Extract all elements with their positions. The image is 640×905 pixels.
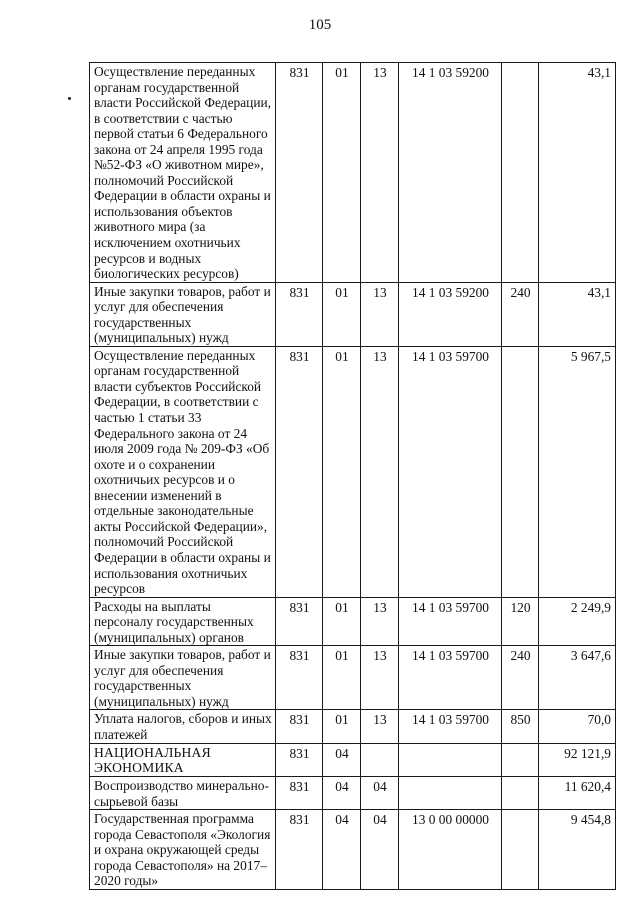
section-code: 04 [323, 743, 361, 777]
section-code: 01 [323, 63, 361, 283]
subsection-code: 13 [361, 346, 399, 597]
ministry-code: 831 [276, 743, 323, 777]
budget-table [89, 62, 616, 890]
amount: 43,1 [539, 63, 616, 283]
amount: 43,1 [539, 282, 616, 346]
table-row [90, 710, 616, 743]
ministry-code: 831 [276, 597, 323, 646]
row-name: Государственная программа города Севастополя «Экология и охрана окружающей среды города Севастополя» на 2017–2020 годы» [90, 810, 276, 890]
table-row [90, 282, 616, 346]
subsection-code: 13 [361, 710, 399, 743]
amount: 9 454,8 [539, 810, 616, 890]
margin-mark [68, 97, 71, 100]
ministry-code: 831 [276, 646, 323, 710]
section-code: 01 [323, 646, 361, 710]
expense-type: 850 [502, 710, 539, 743]
table-row [90, 810, 616, 890]
ministry-code: 831 [276, 810, 323, 890]
row-name: Иные закупки товаров, работ и услуг для обеспечения государственных (муниципальных) нужд [90, 646, 276, 710]
ministry-code: 831 [276, 710, 323, 743]
expense-type: 120 [502, 597, 539, 646]
table-row [90, 777, 616, 810]
amount: 2 249,9 [539, 597, 616, 646]
subsection-code: 13 [361, 597, 399, 646]
table-row [90, 346, 616, 597]
subsection-code: 04 [361, 810, 399, 890]
target-article: 14 1 03 59200 [399, 282, 502, 346]
table-row [90, 743, 616, 777]
target-article: 14 1 03 59200 [399, 63, 502, 283]
subsection-code [361, 743, 399, 777]
amount: 70,0 [539, 710, 616, 743]
section-code: 01 [323, 282, 361, 346]
row-name: Осуществление переданных органам государственной власти Российской Федерации, в соответствии с частью первой статьи 6 Федерального закона от 24 апреля 1995 года №52-ФЗ «О животном мире», полномочий Российской Федерации в области охраны и использования объектов животного мира (за исключением охотничьих ресурсов и водных биологических ресурсов) [90, 63, 276, 283]
expense-type: 240 [502, 282, 539, 346]
section-code: 01 [323, 346, 361, 597]
ministry-code: 831 [276, 282, 323, 346]
section-code: 04 [323, 777, 361, 810]
table-row [90, 597, 616, 646]
target-article: 14 1 03 59700 [399, 646, 502, 710]
subsection-code: 13 [361, 646, 399, 710]
subsection-code: 13 [361, 282, 399, 346]
row-name: Уплата налогов, сборов и иных платежей [90, 710, 276, 743]
row-name: Расходы на выплаты персоналу государственных (муниципальных) органов [90, 597, 276, 646]
target-article: 14 1 03 59700 [399, 597, 502, 646]
expense-type [502, 63, 539, 283]
ministry-code: 831 [276, 777, 323, 810]
amount: 11 620,4 [539, 777, 616, 810]
expense-type: 240 [502, 646, 539, 710]
amount: 5 967,5 [539, 346, 616, 597]
section-code: 04 [323, 810, 361, 890]
ministry-code: 831 [276, 346, 323, 597]
page-number: 105 [308, 17, 332, 33]
row-name: Осуществление переданных органам государственной власти субъектов Российской Федерации, в соответствии с частью 1 статьи 33 Федерального закона от 24 июля 2009 года № 209-ФЗ «Об охоте и о сохранении охотничьих ресурсов и о внесении изменений в отдельные законодательные акты Российской Федерации», полномочий Российской Федерации в области охраны и использования охотничьих ресурсов [90, 346, 276, 597]
table-row [90, 63, 616, 283]
target-article [399, 777, 502, 810]
section-code: 01 [323, 597, 361, 646]
expense-type [502, 346, 539, 597]
target-article: 14 1 03 59700 [399, 710, 502, 743]
expense-type [502, 777, 539, 810]
target-article: 13 0 00 00000 [399, 810, 502, 890]
amount: 92 121,9 [539, 743, 616, 777]
table-row [90, 646, 616, 710]
target-article [399, 743, 502, 777]
row-name: НАЦИОНАЛЬНАЯ ЭКОНОМИКА [90, 743, 276, 777]
expense-type [502, 743, 539, 777]
section-code: 01 [323, 710, 361, 743]
row-name: Воспроизводство минерально-сырьевой базы [90, 777, 276, 810]
row-name: Иные закупки товаров, работ и услуг для обеспечения государственных (муниципальных) нужд [90, 282, 276, 346]
amount: 3 647,6 [539, 646, 616, 710]
ministry-code: 831 [276, 63, 323, 283]
subsection-code: 13 [361, 63, 399, 283]
target-article: 14 1 03 59700 [399, 346, 502, 597]
expense-type [502, 810, 539, 890]
subsection-code: 04 [361, 777, 399, 810]
